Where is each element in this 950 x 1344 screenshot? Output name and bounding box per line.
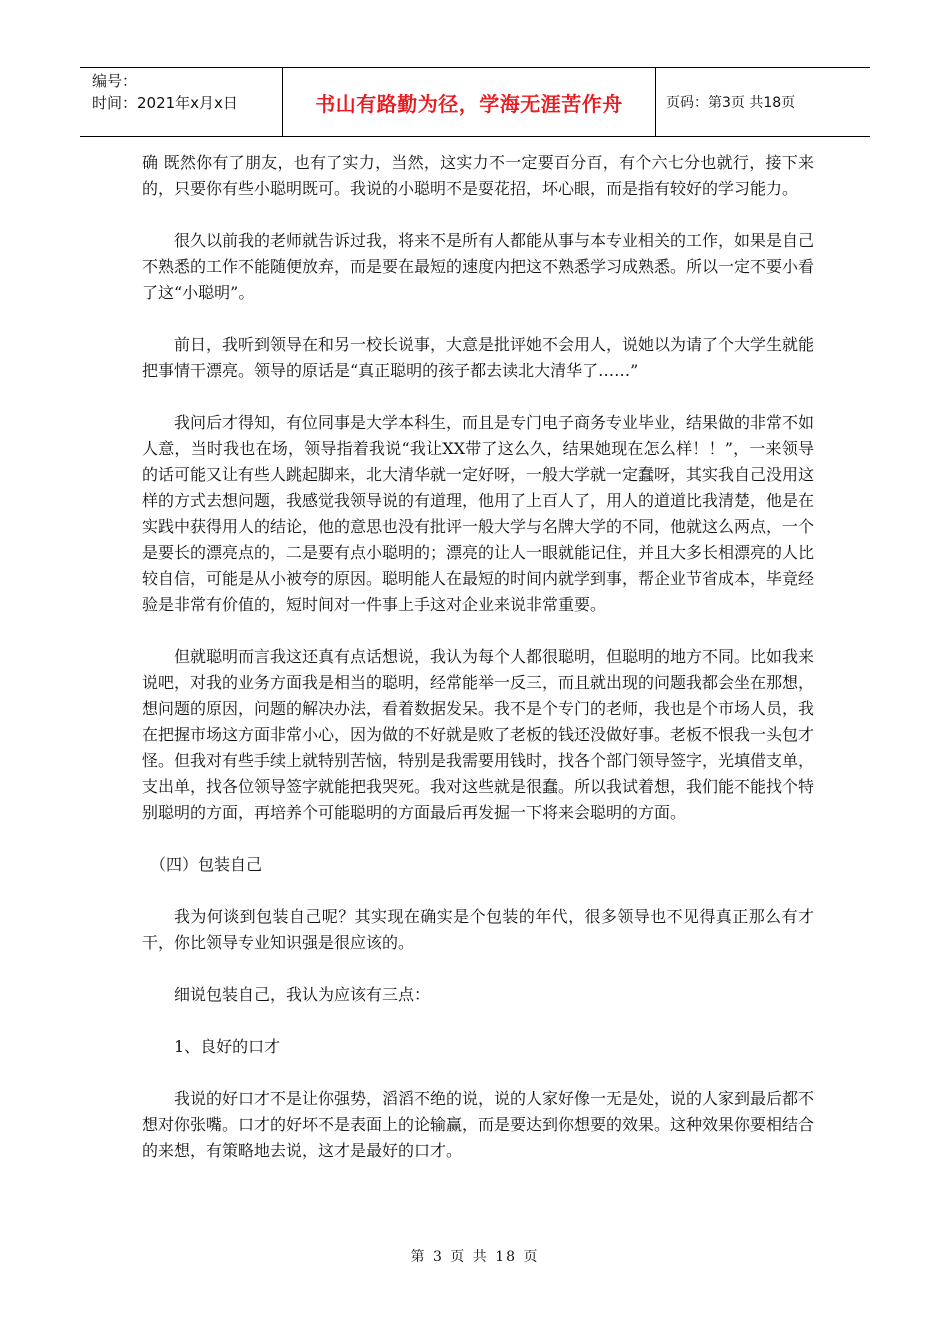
subsection-heading: 1、良好的口才	[174, 1037, 281, 1056]
body-paragraph: 我问后才得知，有位同事是大学本科生，而且是专门电子商务专业毕业，结果做的非常不如人意，当时我也在场，领导指着我说“我让XX带了这么久，结果她现在怎么样！！”，一来领导的话可能又让有些人跳起脚来，北大清华就一定好呀，一般大学就一定蠢呀，其实我自己没用这样的方式去想问题，我感觉我领导说的有道理，他用了上百人了，用人的道道比我清楚，他是在实践中获得用人的结论，他的意思也没有批评一般大学与名牌大学的不同，他就这么两点，一个是要长的漂亮点的，二是要有点小聪明的；漂亮的让人一眼就能记住，并且大多长相漂亮的人比较自信，可能是从小被夸的原因。聪明能人在最短的时间内就学到事，帮企业节省成本，毕竟经验是非常有价值的，短时间对一件事上手这对企业来说非常重要。	[142, 413, 815, 614]
document-date-label: 时间：2021年x月x日	[92, 94, 238, 112]
document-number-label: 编号：	[92, 72, 138, 90]
header-motto-cell	[283, 68, 656, 136]
header-page-info: 页码：第3页 共18页	[666, 95, 796, 111]
body-paragraph: 很久以前我的老师就告诉过我，将来不是所有人都能从事与本专业相关的工作，如果是自己不熟悉的工作不能随便放弃，而是要在最短的速度内把这不熟悉学习成熟悉。所以一定不要小看了这“小聪明”。	[142, 231, 815, 302]
body-paragraph: 细说包装自己，我认为应该有三点：	[174, 985, 431, 1004]
page-header	[80, 67, 870, 137]
header-motto: 书山有路勤为径，学海无涯苦作舟	[315, 91, 623, 116]
body-paragraph: 前日，我听到领导在和另一校长说事，大意是批评她不会用人，说她以为请了个大学生就能把事情干漂亮。领导的原话是“真正聪明的孩子都去读北大清华了……”	[142, 335, 815, 380]
body-paragraph: 但就聪明而言我这还真有点话想说，我认为每个人都很聪明，但聪明的地方不同。比如我来说吧，对我的业务方面我是相当的聪明，经常能举一反三，而且就出现的问题我都会坐在那想，想问题的原因，问题的解决办法，看着数据发呆。我不是个专门的老师，我也是个市场人员，我在把握市场这方面非常小心，因为做的不好就是败了老板的钱还没做好事。老板不恨我一头包才怪。但我对有些手续上就特别苦恼，特别是我需要用钱时，找各个部门领导签字，光填借支单，支出单，找各位领导签字就能把我哭死。我对这些就是很蠢。所以我试着想，我们能不能找个特别聪明的方面，再培养个可能聪明的方面最后再发掘一下将来会聪明的方面。	[142, 647, 815, 822]
body-paragraph: 确 既然你有了朋友，也有了实力，当然，这实力不一定要百分百，有个六七分也就行，接下来的，只要你有些小聪明既可。我说的小聪明不是耍花招，坏心眼，而是指有较好的学习能力。	[142, 153, 814, 198]
page-footer: 第 3 页 共 18 页	[410, 1249, 540, 1265]
section-heading: （四）包装自己	[150, 855, 263, 874]
body-paragraph: 我说的好口才不是让你强势，滔滔不绝的说，说的人家好像一无是处，说的人家到最后都不想对你张嘴。口才的好坏不是表面上的论输赢，而是要达到你想要的效果。这种效果你要相结合的来想，有策略地去说，这才是最好的口才。	[142, 1089, 815, 1160]
body-paragraph: 我为何谈到包装自己呢？其实现在确实是个包装的年代，很多领导也不见得真正那么有才干，你比领导专业知识强是很应该的。	[142, 907, 814, 952]
header-meta	[80, 68, 283, 136]
document-body	[142, 150, 814, 1190]
